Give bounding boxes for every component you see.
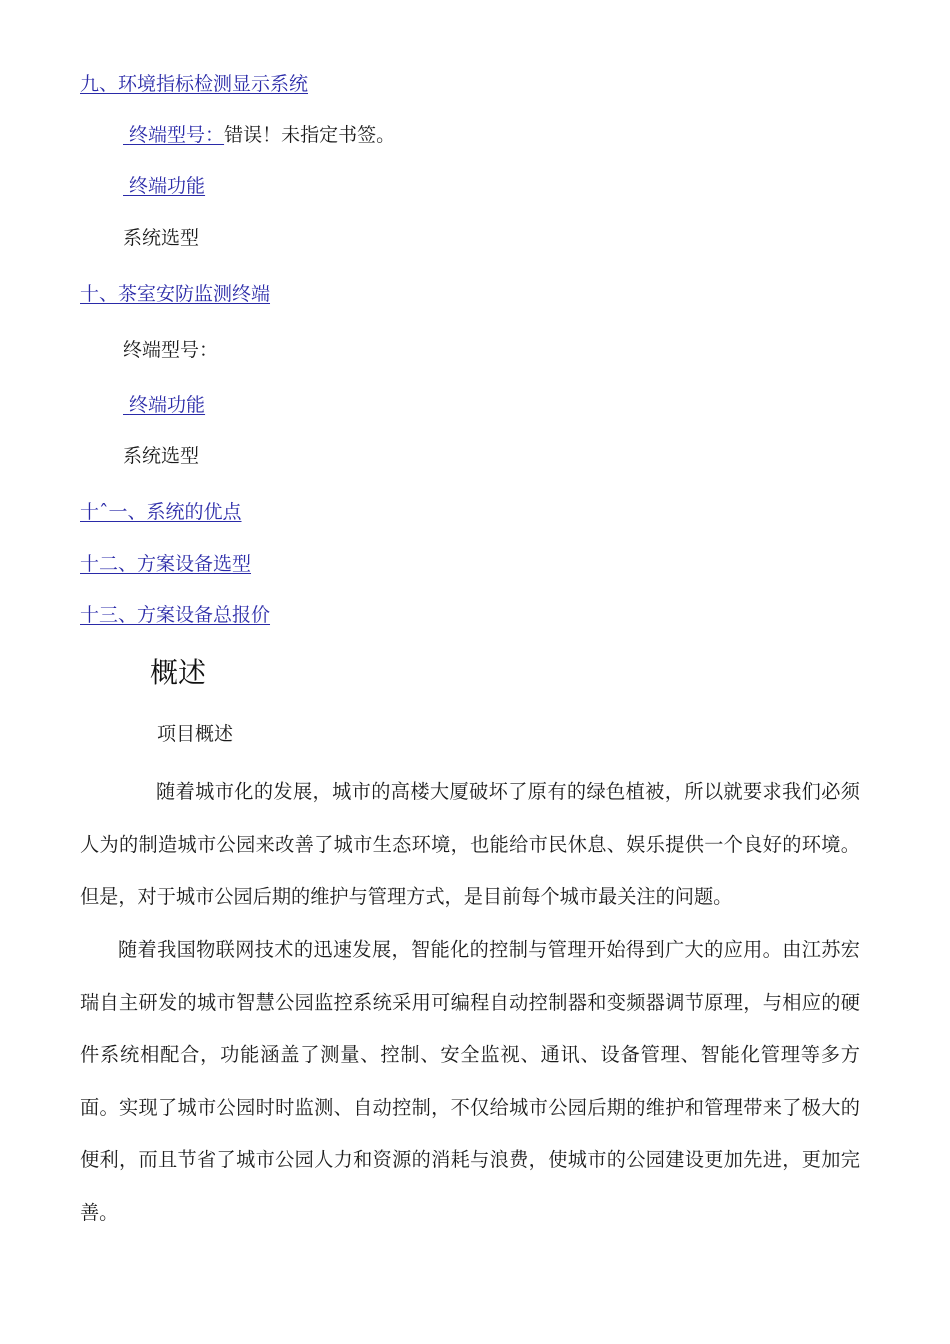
toc-link-tearoom-security[interactable]: 十、茶室安防监测终端	[80, 283, 271, 305]
toc-item-9-terminal-function[interactable]	[123, 174, 205, 198]
toc-text-system-selection-2: 系统选型	[123, 445, 200, 467]
toc-item-13[interactable]	[80, 603, 270, 627]
toc-item-10-terminal-model	[123, 338, 218, 362]
toc-item-9-system-selection	[123, 226, 199, 250]
toc-link-terminal-model[interactable]: 终端型号：	[129, 124, 225, 146]
toc-link-environment-monitoring[interactable]: 九、环境指标检测显示系统	[80, 73, 309, 95]
toc-item-10-system-selection	[123, 444, 199, 468]
section-title: 概述	[150, 656, 207, 689]
toc-item-9[interactable]	[80, 72, 308, 96]
toc-item-10[interactable]	[80, 282, 270, 306]
toc-link-terminal-function-2[interactable]: 终端功能	[129, 394, 206, 416]
toc-link-equipment-quote[interactable]: 十三、方案设备总报价	[80, 604, 271, 626]
toc-text-system-selection: 系统选型	[123, 227, 200, 249]
toc-link-terminal-function[interactable]: 终端功能	[129, 175, 206, 197]
toc-item-9-terminal-model[interactable]	[123, 123, 395, 147]
toc-item-10-terminal-function[interactable]	[123, 393, 205, 417]
toc-error-text: 错误！未指定书签。	[224, 124, 396, 146]
toc-link-system-advantages[interactable]: 十ˆ一、系统的优点	[80, 501, 242, 523]
paragraph-2: 随着我国物联网技术的迅速发展，智能化的控制与管理开始得到广大的应用。由江苏宏瑞自主研发的城市智慧公园监控系统采用可编程自动控制器和变频器调节原理，与相应的硬件系统相配合，功能涵盖了测量、控制、安全监视、通讯、设备管理、智能化管理等多方面。实现了城市公园时时监测、自动控制，不仅给城市公园后期的维护和管理带来了极大的便利，而且节省了城市公园人力和资源的消耗与浪费，使城市的公园建设更加先进，更加完善。	[80, 938, 860, 1224]
toc-link-equipment-selection[interactable]: 十二、方案设备选型	[80, 553, 252, 575]
toc-item-12[interactable]	[80, 552, 251, 576]
section-subtitle: 项目概述	[157, 723, 234, 745]
toc-item-11[interactable]	[80, 500, 242, 524]
paragraph-1: 随着城市化的发展，城市的高楼大厦破坏了原有的绿色植被，所以就要求我们必须人为的制造城市公园来改善了城市生态环境，也能给市民休息、娱乐提供一个良好的环境。但是，对于城市公园后期的维护与管理方式，是目前每个城市最关注的问题。	[80, 780, 860, 908]
toc-text-terminal-model: 终端型号：	[123, 339, 219, 361]
